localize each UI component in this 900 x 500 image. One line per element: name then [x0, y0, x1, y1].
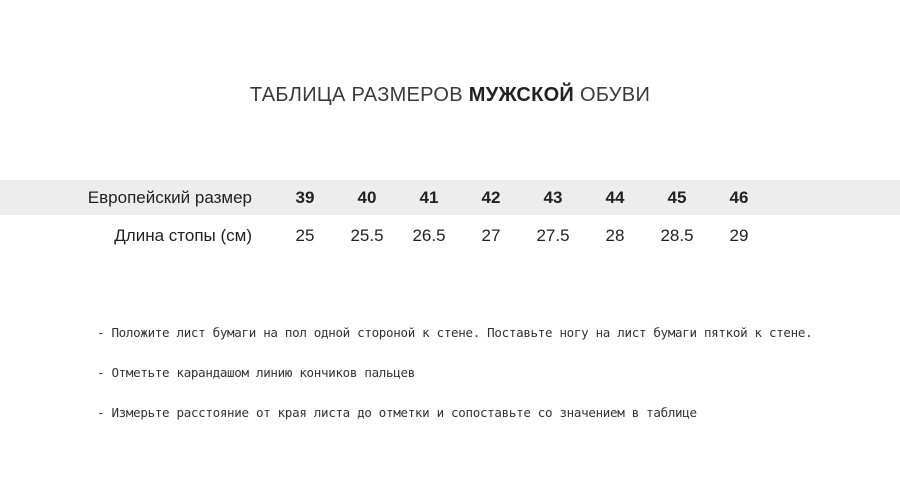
table-cell: 28: [605, 226, 625, 245]
table-cell: 39: [295, 187, 315, 207]
table-cell: 25: [295, 226, 315, 245]
title-gender-emphasis: МУЖСКОЙ: [468, 84, 575, 106]
table-row: [0, 180, 900, 215]
instruction-line: - Измерьте расстояние от края листа до отметки и сопоставьте со значением в таблице: [97, 405, 697, 420]
table-cell: 41: [419, 187, 439, 207]
row-label: Европейский размер: [87, 187, 252, 207]
measurement-instructions: [97, 324, 860, 444]
table-cell: 46: [729, 187, 749, 207]
table-cell: 29: [729, 226, 749, 245]
table-cell: 40: [357, 187, 377, 207]
instruction-line: - Отметьте карандашом линию кончиков пальцев: [97, 365, 415, 380]
table-row: [0, 215, 900, 257]
table-cell: 25.5: [350, 226, 384, 245]
table-cell: 44: [605, 187, 625, 207]
table-cell: 42: [481, 187, 501, 207]
table-cell: 26.5: [412, 226, 446, 245]
table-cell: 27.5: [536, 226, 570, 245]
table-cell: 28.5: [660, 226, 694, 245]
table-cell: 43: [543, 187, 563, 207]
page-title: [0, 83, 900, 107]
table-cell: 45: [667, 187, 687, 207]
instruction-line: - Положите лист бумаги на пол одной стороной к стене. Поставьте ногу на лист бумаги пяткой к стене.: [97, 325, 813, 340]
title-suffix: ОБУВИ: [574, 84, 651, 106]
size-table: [0, 180, 900, 257]
table-cell: 27: [481, 226, 501, 245]
title-prefix: ТАБЛИЦА РАЗМЕРОВ: [249, 84, 469, 106]
row-label: Длина стопы (см): [114, 226, 252, 245]
